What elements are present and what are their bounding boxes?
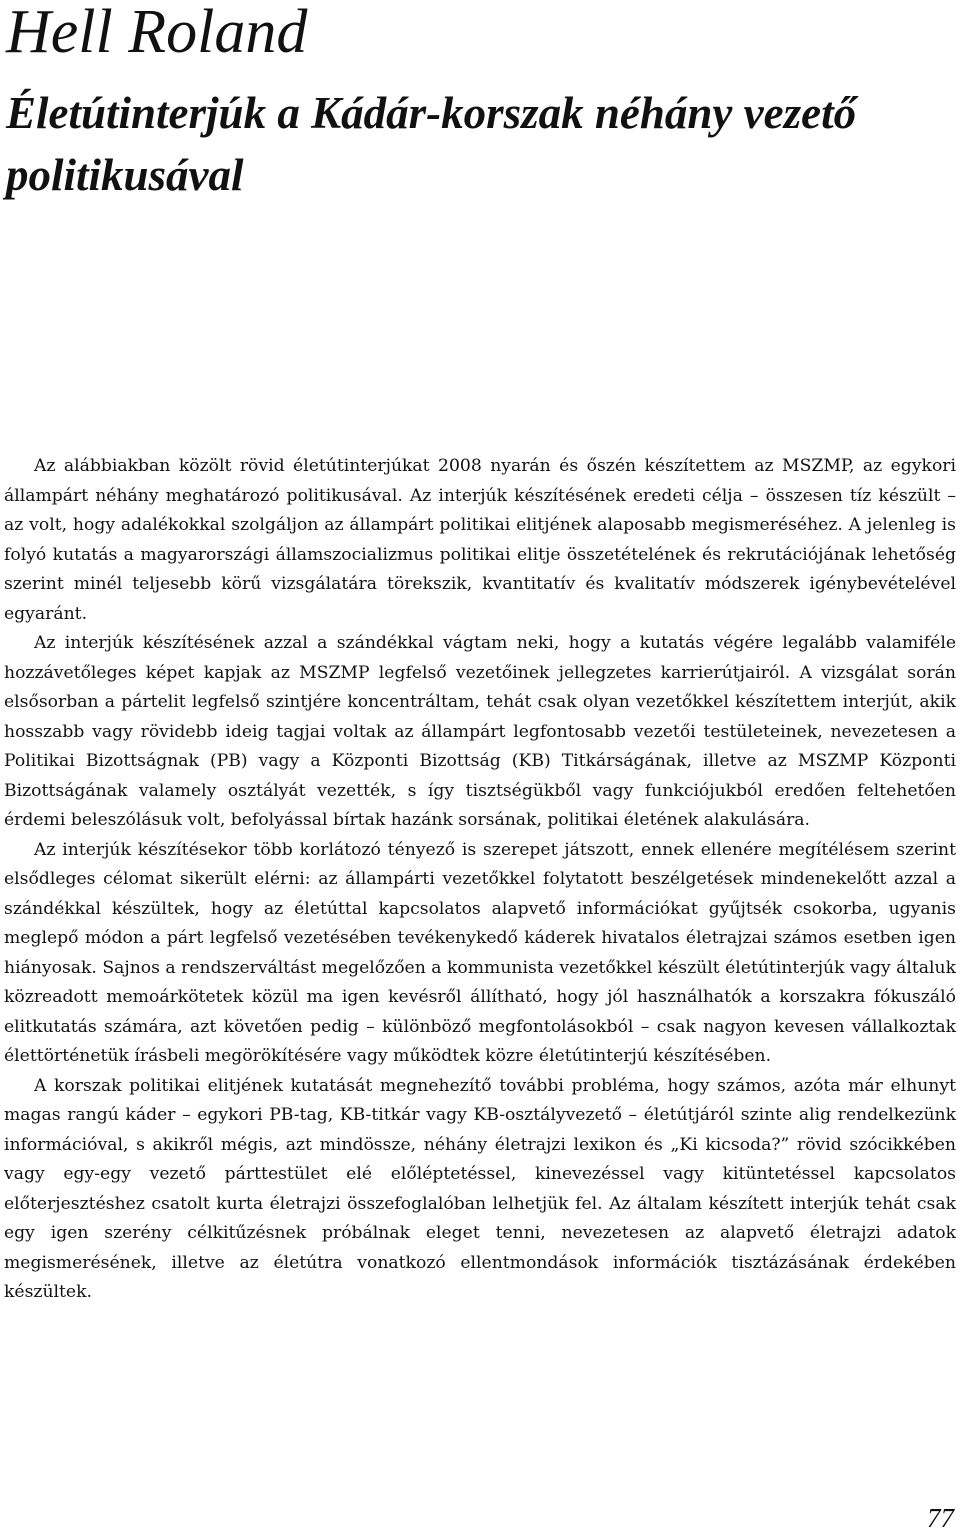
body-paragraph: Az alábbiakban közölt rövid életútinterjúkat 2008 nyarán és őszén készítettem az MSZMP, az egykori állampárt néhány meghatározó politikusával. Az interjúk készítésének eredeti célja – összesen tíz készült – az volt, hogy adalékokkal szolgáljon az állampárt politikai elitjének alaposabb megismeréséhez. A jelenleg is folyó kutatás a magyarországi államszocializmus politikai elitje összetételének és rekrutációjának lehetőség szerint minél teljesebb körű vizsgálatára törekszik, kvantitatív és kvalitatív módszerek igénybevételével egyaránt. [4,456,956,624]
article-body [4,452,956,1308]
article-title: Életútinterjúk a Kádár-korszak néhány vezető politikusával [6,88,857,200]
body-paragraph: Az interjúk készítésekor több korlátozó tényező is szerepet játszott, ennek ellenére megítélésem szerint elsődleges célomat sikerült elérni: az állampárti vezetőkkel folytatott beszélgetések mindenekelőtt azzal a szándékkal készültek, hogy az életúttal kapcsolatos alapvető információkat gyűjtsék csokorba, ugyanis meglepő módon a párt legfelső vezetésében tevékenykedő káderek hivatalos életrajzai számos esetben igen hiányosak. Sajnos a rendszerváltást megelőzően a kommunista vezetőkkel készült életútinterjúk vagy általuk közreadott memoárkötetek közül ma igen kevésről állítható, hogy jól használhatók a korszakra fókuszáló elitkutatás számára, azt követően pedig – különböző megfontolásokból – csak nagyon kevesen vállalkoztak élettörténetük írásbeli megörökítésére vagy működtek közre életútinterjú készítésében. [4,839,956,1066]
page-number: 77 [927,1503,954,1533]
author-name: Hell Roland [6,0,308,66]
body-paragraph: A korszak politikai elitjének kutatását megnehezítő további probléma, hogy számos, azóta már elhunyt magas rangú káder – egykori PB-tag, KB-titkár vagy KB-osztályvezető – életútjáról szinte alig rendelkezünk információval, s akikről mégis, azt mindössze, néhány életrajzi lexikon és „Ki kicsoda?” rövid szócikkében vagy egy-egy vezető párttestület elé előléptetéssel, kinevezéssel vagy kitüntetéssel kapcsolatos előterjesztéshez csatolt kurta életrajzi összefoglalóban lelhetjük fel. Az általam készített interjúk tehát csak egy igen szerény célkitűzésnek próbálnak eleget tenni, nevezetesen az alapvető életrajzi adatok megismerésének, illetve az életútra vonatkozó ellentmondások információk tisztázásának érdekében készültek. [4,1075,956,1302]
body-paragraph: Az interjúk készítésének azzal a szándékkal vágtam neki, hogy a kutatás végére legalább valamiféle hozzávetőleges képet kapjak az MSZMP legfelső vezetőinek jellegzetes karrierútjairól. A vizsgálat során elsősorban a pártelit legfelső szintjére koncentráltam, tehát csak olyan vezetőkkel készítettem interjút, akik hosszabb vagy rövidebb ideig tagjai voltak az állampárt legfontosabb vezetői testületeinek, nevezetesen a Politikai Bizottságnak (PB) vagy a Központi Bizottság (KB) Titkárságának, illetve az MSZMP Központi Bizottságának valamely osztályát vezették, s így tisztségükből vagy funkciójukból eredően feltehetően érdemi beleszólásuk volt, befolyással bírtak hazánk sorsának, politikai életének alakulására. [4,633,956,830]
